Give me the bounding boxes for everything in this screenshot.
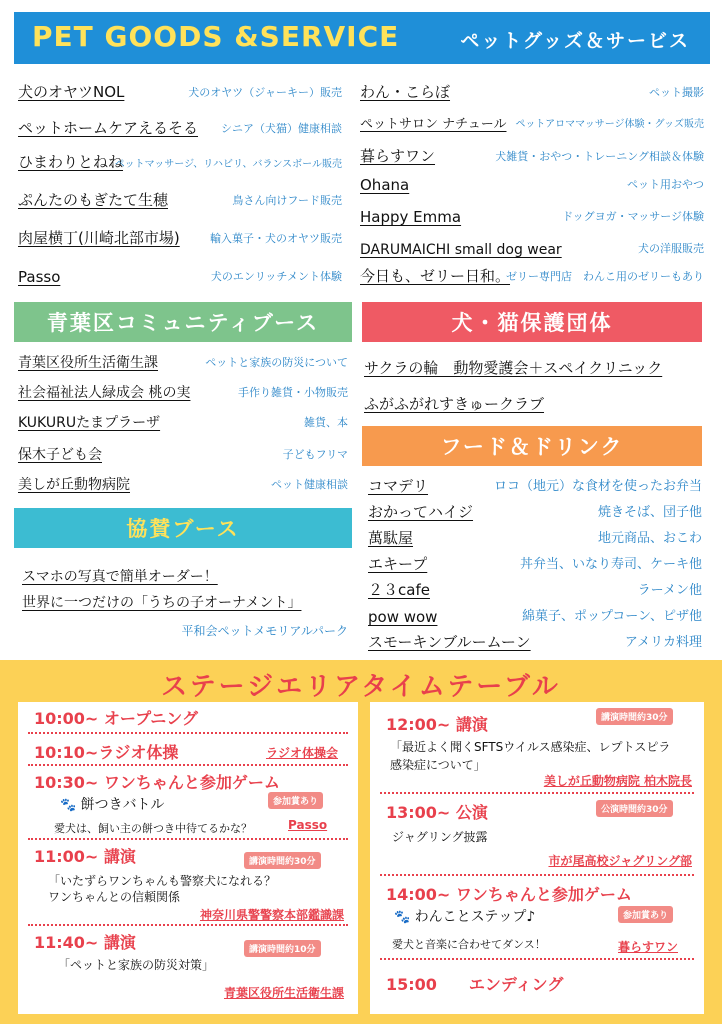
community-row xyxy=(18,438,348,466)
divider xyxy=(28,924,348,926)
entry-sub xyxy=(394,906,535,926)
paw-icon: 🐾 xyxy=(60,798,77,813)
food-desc: 綿菓子、ポップコーン、ピザ他 xyxy=(521,609,702,624)
badge: 参加賞あり xyxy=(618,906,673,923)
vendor-desc: 鳥さん向けフード販売 xyxy=(232,194,342,207)
community-desc: ペットと家族の防災について xyxy=(205,356,348,369)
vendor-desc: 犬の洋服販売 xyxy=(638,242,704,255)
vendor-name: 肉屋横丁(川崎北部市場) xyxy=(18,229,180,247)
vendor-row xyxy=(360,200,704,228)
stage-section xyxy=(0,660,722,1024)
food-name: pow wow xyxy=(368,608,438,626)
divider xyxy=(380,874,694,876)
community-desc: 雑貨、本 xyxy=(304,416,348,429)
vendor-row xyxy=(360,140,704,168)
badge: 公演時間約30分 xyxy=(596,800,673,817)
vendor-desc: 犬のオヤツ（ジャーキー）販売 xyxy=(188,86,342,99)
entry-credit: 暮らすワン xyxy=(617,940,678,954)
header-title-en: PET GOODS &SERVICE xyxy=(32,20,400,53)
vendor-name: ひまわりとねね xyxy=(18,153,124,171)
food-row xyxy=(368,496,702,524)
community-desc: 子どもフリマ xyxy=(282,448,348,461)
vendor-row xyxy=(18,222,342,250)
vendor-row xyxy=(18,112,342,140)
vendor-row xyxy=(18,184,342,212)
food-row xyxy=(368,522,702,550)
entry-credit: 青葉区役所生活衛生課 xyxy=(223,986,344,1000)
vendor-desc: 犬雑貨・おやつ・トレーニング相談＆体験 xyxy=(495,150,704,163)
rescue-name: サクラの輪 動物愛護会＋スペイクリニック xyxy=(364,359,663,377)
entry-time: 11:40~ 講演 xyxy=(34,933,136,952)
stage-title: ステージエリアタイムテーブル xyxy=(161,672,561,702)
entry-credit: ラジオ体操会 xyxy=(265,746,338,760)
vendor-list-right xyxy=(360,76,704,288)
entry-time: 13:00~ 公演 xyxy=(386,803,488,822)
food-name: おかってハイジ xyxy=(368,503,474,521)
vendor-name: Ohana xyxy=(360,176,410,194)
entry-text: ワンちゃんとの信頼関係 xyxy=(48,890,181,904)
timetable-left xyxy=(18,702,358,1014)
entry-time: 12:00~ 講演 xyxy=(386,715,488,734)
divider xyxy=(28,732,348,734)
community-row xyxy=(18,376,348,404)
vendor-row xyxy=(360,260,704,288)
vendor-desc: ゼリー専門店 わんこ用のゼリーもあり xyxy=(506,270,704,283)
food-desc: アメリカ料理 xyxy=(624,635,702,650)
vendor-name: ペットホームケアえるそる xyxy=(18,119,199,137)
vendor-desc: ペット撮影 xyxy=(649,86,704,99)
food-desc: 焼きそば、団子他 xyxy=(597,505,702,520)
food-name: 萬駄屋 xyxy=(368,529,414,547)
vendor-name: Passo xyxy=(18,268,61,286)
header-title-jp: ペットグッズ＆サービス xyxy=(460,30,690,52)
entry-time: 15:00 エンディング xyxy=(386,975,564,994)
vendor-row xyxy=(18,76,342,104)
entry-time: 10:00~ オープニング xyxy=(34,709,198,728)
vendor-desc: ペットマッサージ、リハビリ、バランスボール販売 xyxy=(114,159,342,170)
vendor-desc: シニア（犬猫）健康相談 xyxy=(221,122,342,135)
vendor-row xyxy=(360,232,704,260)
timetable-entry xyxy=(386,882,696,905)
sponsor-line-2: 世界に一つだけの「うちの子オーナメント」 xyxy=(22,595,302,611)
community-name: 保木子ども会 xyxy=(18,447,102,463)
sponsor-title: 協賛ブース xyxy=(14,508,352,548)
rescue-row xyxy=(364,388,704,416)
food-row xyxy=(368,574,702,602)
vendor-desc: ペットアロママッサージ体験・グッズ販売 xyxy=(515,119,704,130)
entry-time: 10:30~ ワンちゃんと参加ゲーム xyxy=(34,773,280,792)
entry-time: 11:00~ 講演 xyxy=(34,847,136,866)
entry-credit: 美しが丘動物病院 柏木院長 xyxy=(543,774,692,788)
vendor-desc: ペット用おやつ xyxy=(627,178,704,191)
entry-credit: 神奈川県警警察本部鑑識課 xyxy=(199,908,344,922)
vendor-name: 暮らすワン xyxy=(360,147,436,165)
sponsor-line-1: スマホの写真で簡単オーダー！ xyxy=(22,569,218,585)
entry-credit: Passo xyxy=(288,818,328,832)
timetable-entry xyxy=(386,972,696,995)
community-title: 青葉区コミュニティブース xyxy=(14,302,352,342)
badge: 講演時間約30分 xyxy=(596,708,673,725)
community-list xyxy=(18,346,348,496)
food-row xyxy=(368,626,702,654)
community-name: 美しが丘動物病院 xyxy=(18,477,130,493)
food-name: ２３cafe xyxy=(368,581,430,599)
vendor-desc: 輸入菓子・犬のオヤツ販売 xyxy=(210,232,342,245)
timetable-right xyxy=(370,702,704,1014)
vendor-name: DARUMAICHI small dog wear xyxy=(360,242,562,258)
community-name: 青葉区役所生活衛生課 xyxy=(18,355,158,371)
vendor-name: 犬のオヤツNOL xyxy=(18,83,125,101)
entry-credit: 市が尾高校ジャグリング部 xyxy=(548,854,692,868)
entry-text: 「いたずらワンちゃんも警察犬になれる？ xyxy=(48,874,277,888)
vendor-list-left xyxy=(18,76,342,288)
divider xyxy=(380,792,694,794)
food-name: スモーキンブルームーン xyxy=(368,633,531,651)
divider xyxy=(28,838,348,840)
entry-text: 「ペットと家族の防災対策」 xyxy=(58,958,215,972)
community-row xyxy=(18,468,348,496)
food-name: コマデリ xyxy=(368,477,429,495)
rescue-name: ふがふがれすきゅークラブ xyxy=(364,395,545,413)
food-desc: 丼弁当、いなり寿司、ケーキ他 xyxy=(519,557,702,572)
vendor-row xyxy=(360,168,704,196)
page-header xyxy=(14,12,710,64)
divider xyxy=(28,764,348,766)
vendor-row xyxy=(360,106,704,134)
food-row xyxy=(368,470,702,498)
rescue-title: 犬・猫保護団体 xyxy=(362,302,702,342)
food-row xyxy=(368,548,702,576)
food-name: エキープ xyxy=(368,555,428,573)
divider xyxy=(380,958,694,960)
vendor-name: ぷんたのもぎたて生穂 xyxy=(18,191,169,209)
food-row xyxy=(368,600,702,628)
vendor-row xyxy=(18,260,342,288)
community-row xyxy=(18,346,348,374)
entry-sub xyxy=(60,794,164,814)
vendor-row xyxy=(18,146,342,174)
food-desc: ロコ（地元）な食材を使ったお弁当 xyxy=(493,479,702,494)
entry-sub-text: わんことステップ♪ xyxy=(414,909,536,925)
community-name: KUKURUたまプラーザ xyxy=(18,415,161,431)
vendor-row xyxy=(360,76,704,104)
vendor-name: 今日も、ゼリー日和。 xyxy=(360,267,511,285)
vendor-desc: 犬のエンリッチメント体験 xyxy=(210,270,342,283)
timetable-entry xyxy=(34,770,350,793)
badge: 講演時間約30分 xyxy=(244,852,321,869)
entry-sub-text: 餅つきバトル xyxy=(80,797,165,813)
food-list xyxy=(368,470,702,654)
entry-text: ジャグリング披露 xyxy=(392,830,488,844)
community-row xyxy=(18,406,348,434)
entry-text: 愛犬は、飼い主の餅つき中待てるかな？ xyxy=(54,822,252,835)
badge: 講演時間約10分 xyxy=(244,940,321,957)
community-desc: ペット健康相談 xyxy=(271,478,348,491)
food-desc: ラーメン他 xyxy=(637,583,702,598)
entry-time: 14:00~ ワンちゃんと参加ゲーム xyxy=(386,885,632,904)
vendor-name: わん・こらぼ xyxy=(360,83,451,101)
community-desc: 手作り雑貨・小物販売 xyxy=(238,386,348,399)
sponsor-org: 平和会ペットメモリアルパーク xyxy=(181,624,348,638)
entry-text: 感染症について」 xyxy=(390,758,486,772)
food-title: フード＆ドリンク xyxy=(362,426,702,466)
paw-icon: 🐾 xyxy=(394,910,411,925)
sponsor-block xyxy=(0,560,348,644)
food-desc: 地元商品、おこわ xyxy=(597,531,702,546)
vendor-desc: ドッグヨガ・マッサージ体験 xyxy=(562,210,704,223)
badge: 参加賞あり xyxy=(268,792,323,809)
rescue-row xyxy=(364,352,704,380)
entry-text: 愛犬と音楽に合わせてダンス！ xyxy=(392,938,546,951)
timetable-entry xyxy=(34,706,350,729)
vendor-name: Happy Emma xyxy=(360,208,462,226)
entry-text: 「最近よく聞くSFTSウイルス感染症、レプトスピラ xyxy=(390,740,671,754)
entry-time: 10:10~ラジオ体操 xyxy=(34,743,179,762)
rescue-list xyxy=(364,352,704,422)
community-name: 社会福祉法人緑成会 桃の実 xyxy=(18,385,191,401)
vendor-name: ペットサロン ナチュール xyxy=(360,117,507,132)
